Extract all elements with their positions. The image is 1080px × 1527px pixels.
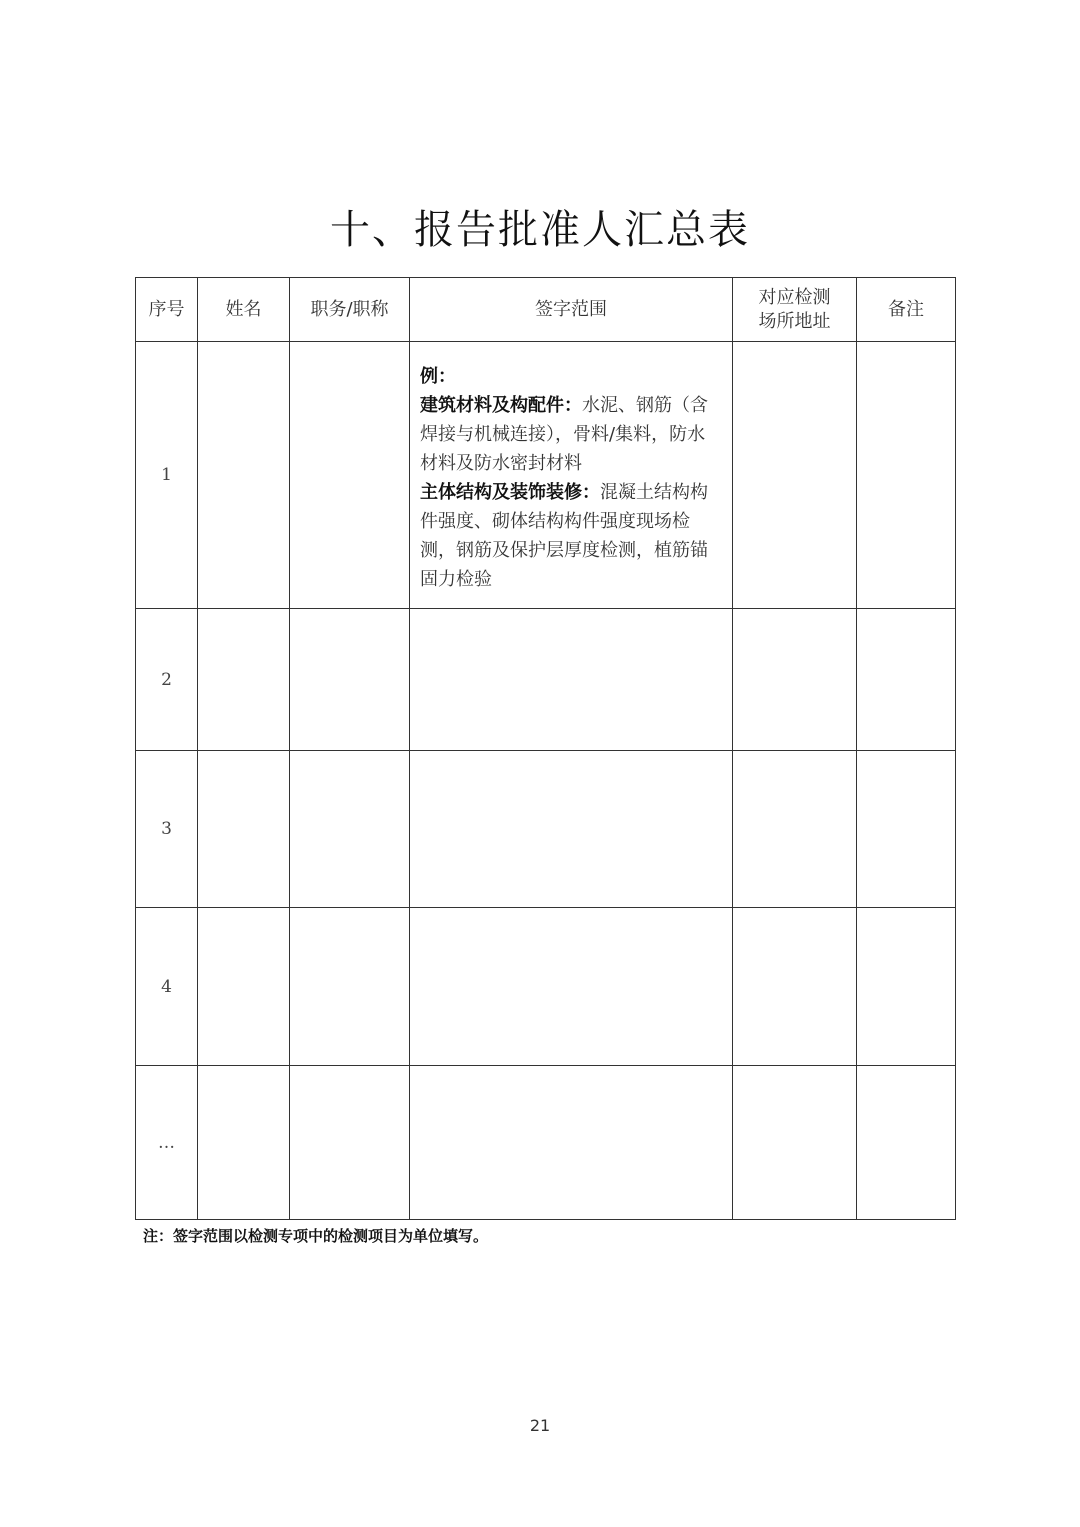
group1-line2: 焊接与机械连接），骨料/集料，防水 bbox=[420, 424, 706, 445]
cell-name bbox=[198, 1066, 290, 1220]
header-name: 姓名 bbox=[198, 278, 290, 342]
cell-position bbox=[290, 342, 410, 609]
scope-line bbox=[420, 391, 722, 420]
group1-line3: 材料及防水密封材料 bbox=[420, 453, 582, 474]
cell-name bbox=[198, 751, 290, 908]
row-seq: 4 bbox=[136, 908, 198, 1066]
cell-scope bbox=[410, 751, 733, 908]
cell-position bbox=[290, 609, 410, 751]
page-title: 十、报告批准人汇总表 bbox=[330, 207, 750, 253]
cell-position bbox=[290, 1066, 410, 1220]
cell-position bbox=[290, 908, 410, 1066]
cell-remarks bbox=[857, 908, 956, 1066]
cell-name bbox=[198, 908, 290, 1066]
cell-site bbox=[733, 609, 857, 751]
row-seq: 3 bbox=[136, 751, 198, 908]
row-seq: 2 bbox=[136, 609, 198, 751]
example-label: 例： bbox=[420, 366, 456, 387]
group2-title: 主体结构及装饰装修： bbox=[420, 482, 600, 503]
table-row bbox=[136, 908, 956, 1066]
header-scope: 签字范围 bbox=[410, 278, 733, 342]
cell-scope bbox=[410, 908, 733, 1066]
row-seq: 1 bbox=[136, 342, 198, 609]
cell-scope bbox=[410, 609, 733, 751]
cell-scope-example bbox=[410, 342, 733, 609]
header-site-label: 对应检测场所地址 bbox=[758, 286, 831, 332]
cell-site bbox=[733, 1066, 857, 1220]
cell-site bbox=[733, 342, 857, 609]
cell-name bbox=[198, 609, 290, 751]
page-number: 21 bbox=[529, 1416, 551, 1435]
header-remarks: 备注 bbox=[857, 278, 956, 342]
footnote: 注：签字范围以检测专项中的检测项目为单位填写。 bbox=[143, 1227, 489, 1245]
table-row bbox=[136, 751, 956, 908]
header-seq: 序号 bbox=[136, 278, 198, 342]
group2-line2: 件强度、砌体结构构件强度现场检 bbox=[420, 511, 690, 532]
row-seq: … bbox=[136, 1066, 198, 1220]
group1-title: 建筑材料及构配件： bbox=[420, 395, 582, 416]
header-position: 职务/职称 bbox=[290, 278, 410, 342]
group2-line1: 混凝土结构构 bbox=[600, 482, 708, 503]
cell-site bbox=[733, 908, 857, 1066]
cell-name bbox=[198, 342, 290, 609]
table-row bbox=[136, 1066, 956, 1220]
group2-line3: 测，钢筋及保护层厚度检测，植筋锚 bbox=[420, 540, 708, 561]
scope-line bbox=[420, 478, 722, 507]
group1-line1: 水泥、钢筋（含 bbox=[582, 395, 708, 416]
approver-summary-table bbox=[135, 277, 956, 1220]
table-row bbox=[136, 609, 956, 751]
table-row bbox=[136, 342, 956, 609]
group2-line4: 固力检验 bbox=[420, 569, 492, 590]
cell-remarks bbox=[857, 342, 956, 609]
cell-remarks bbox=[857, 609, 956, 751]
table-header-row bbox=[136, 278, 956, 342]
cell-site bbox=[733, 751, 857, 908]
cell-position bbox=[290, 751, 410, 908]
header-site bbox=[733, 278, 857, 342]
cell-remarks bbox=[857, 751, 956, 908]
cell-remarks bbox=[857, 1066, 956, 1220]
cell-scope bbox=[410, 1066, 733, 1220]
